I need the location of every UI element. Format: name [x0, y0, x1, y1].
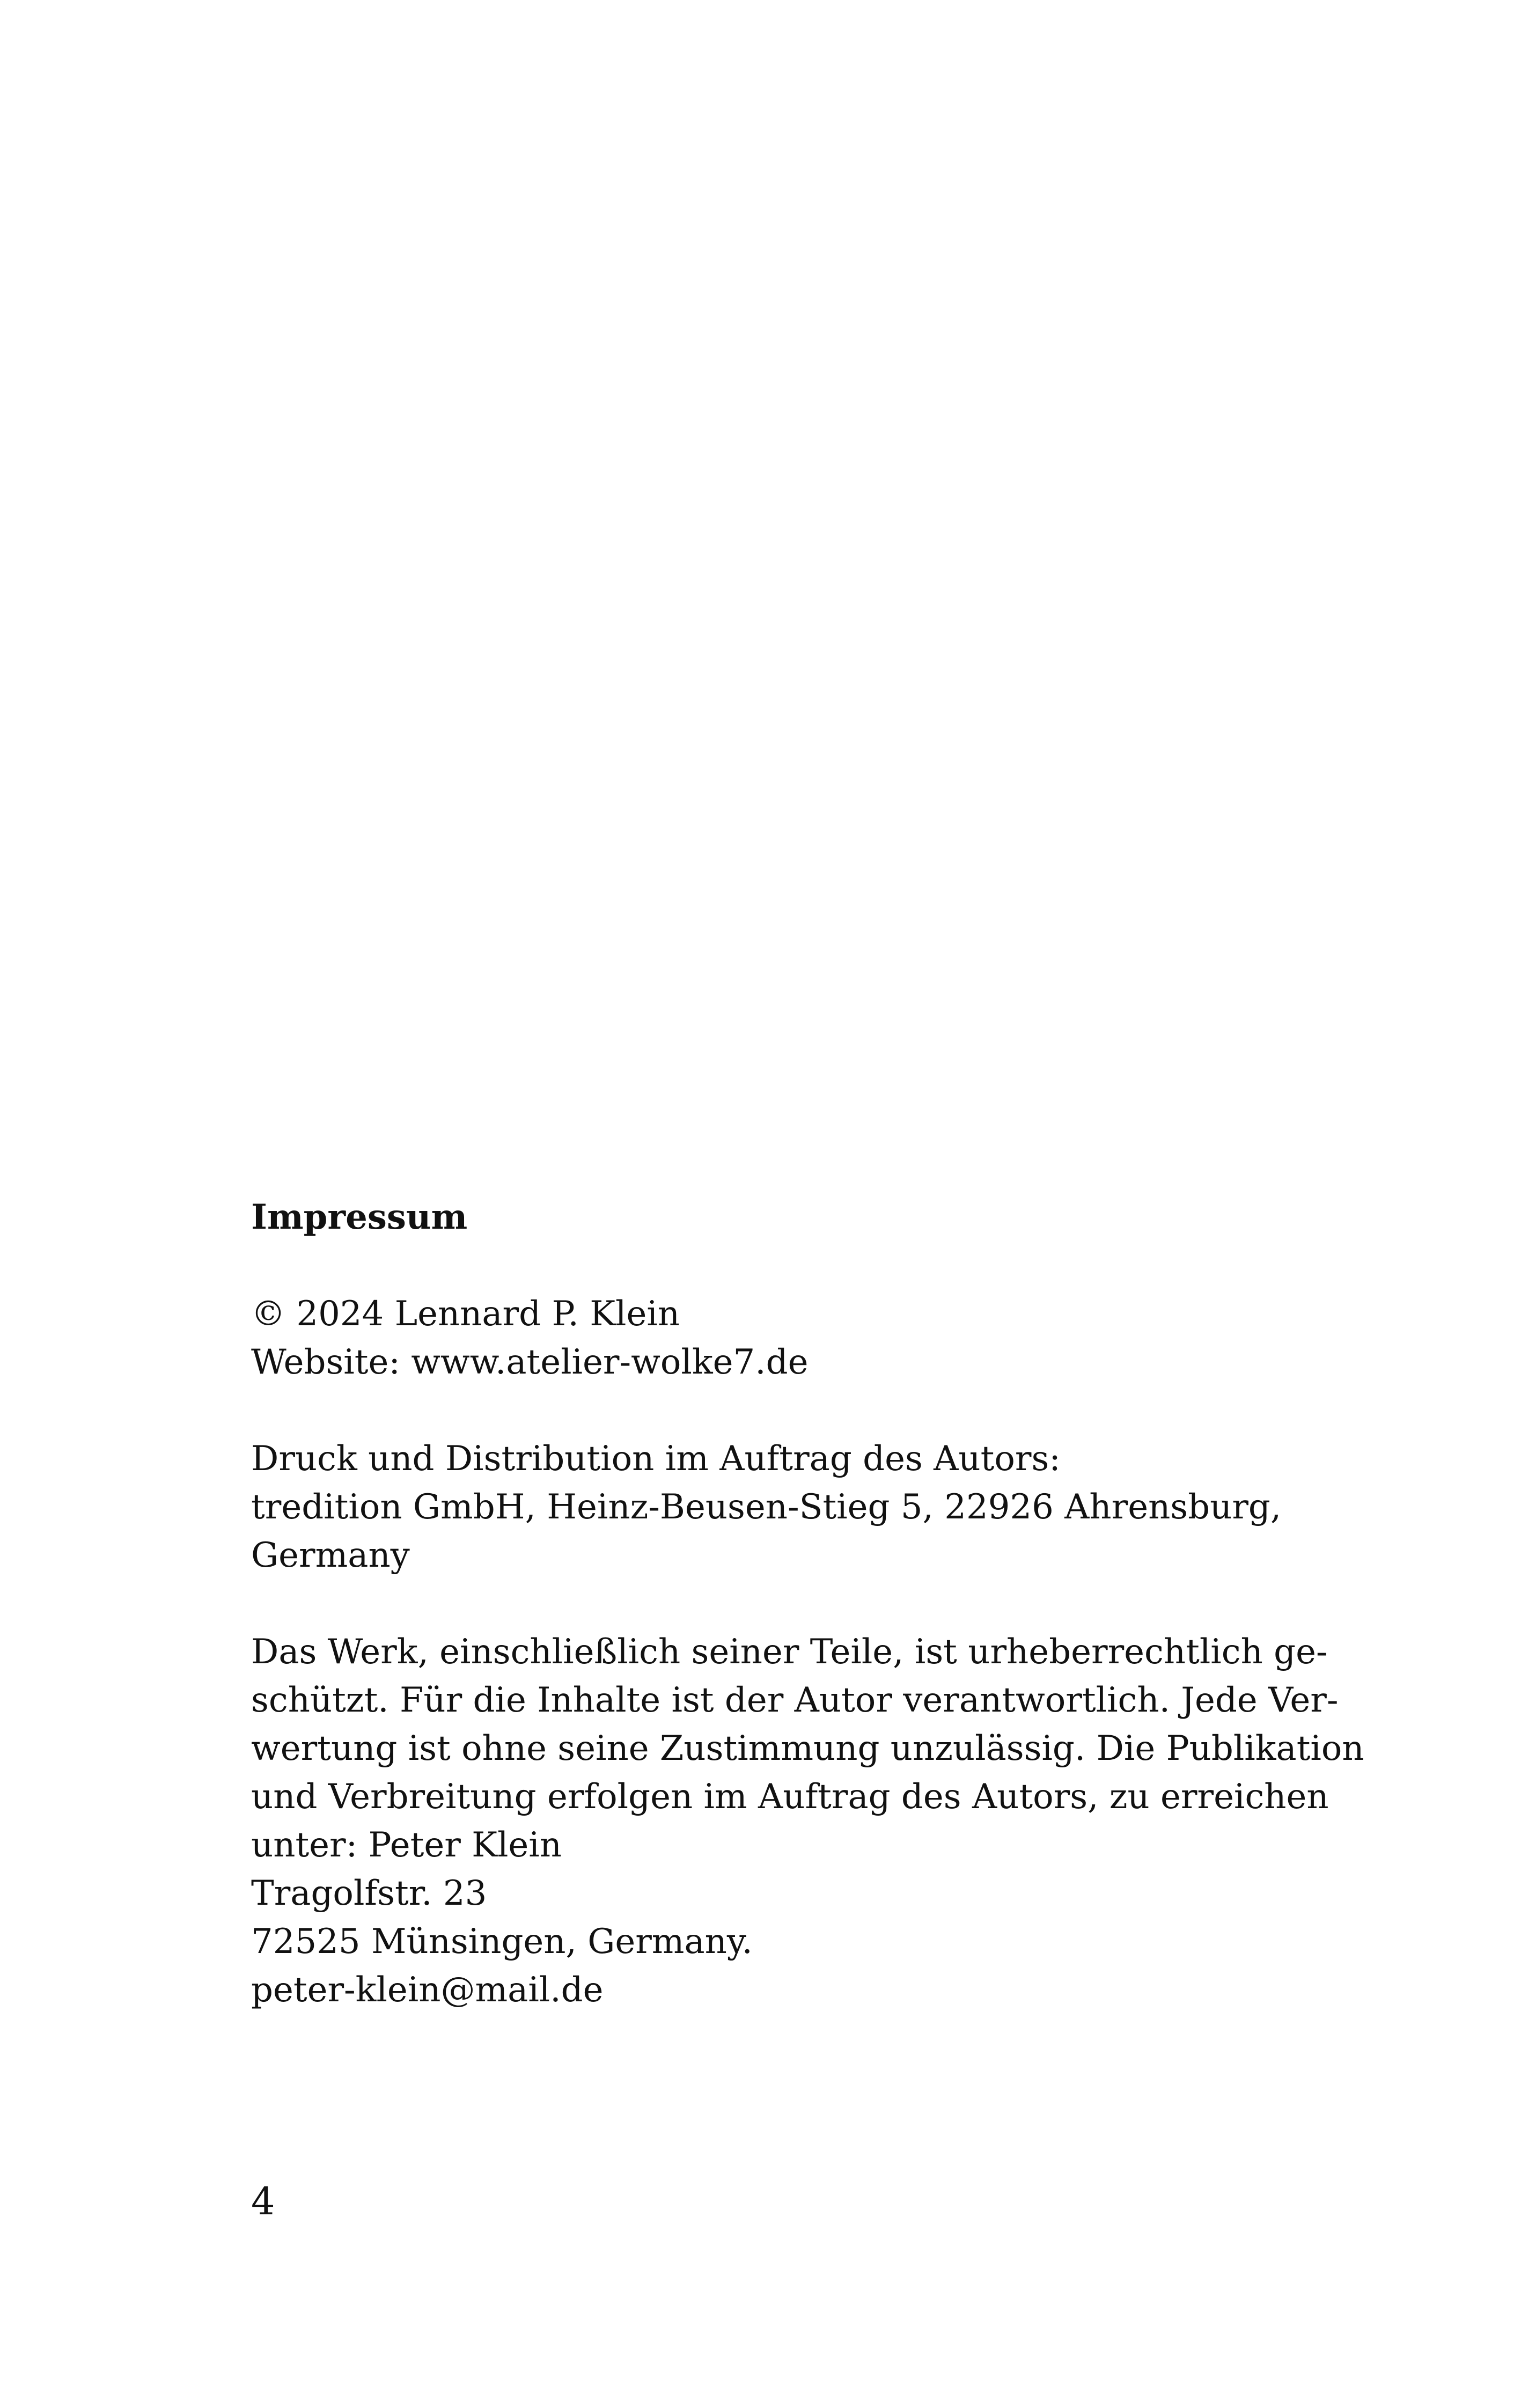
page-number: 4 — [251, 2179, 275, 2223]
legal-line: schützt. Für die Inhalte ist der Autor verantwortlich. Jede Ver- — [251, 1680, 1339, 1720]
contact-line: unter: Peter Klein — [251, 1825, 562, 1865]
imprint-heading: Impressum — [251, 1197, 468, 1237]
legal-notice-block — [251, 1628, 1364, 2014]
print-line: Druck und Distribution im Auftrag des Autors: — [251, 1439, 1061, 1479]
imprint-section — [251, 1193, 1364, 2062]
street-address: Tragolfstr. 23 — [251, 1874, 487, 1913]
copyright-line: © 2024 Lennard P. Klein — [251, 1294, 680, 1334]
city-address: 72525 Münsingen, Germany. — [251, 1922, 753, 1962]
copyright-block — [251, 1290, 1313, 1386]
print-line: Germany — [251, 1536, 410, 1575]
website-line: Website: www.atelier-wolke7.de — [251, 1342, 809, 1382]
print-line: tredition GmbH, Heinz-Beusen-Stieg 5, 22926 Ahrensburg, — [251, 1487, 1282, 1527]
legal-line: wertung ist ohne seine Zustimmung unzulässig. Die Publikation — [251, 1729, 1364, 1768]
email-address: peter-klein@mail.de — [251, 1970, 604, 2010]
print-distribution-block — [251, 1435, 1313, 1580]
legal-line: Das Werk, einschließlich seiner Teile, ist urheberrechtlich ge- — [251, 1632, 1328, 1672]
legal-line: und Verbreitung erfolgen im Auftrag des Autors, zu erreichen — [251, 1777, 1329, 1817]
